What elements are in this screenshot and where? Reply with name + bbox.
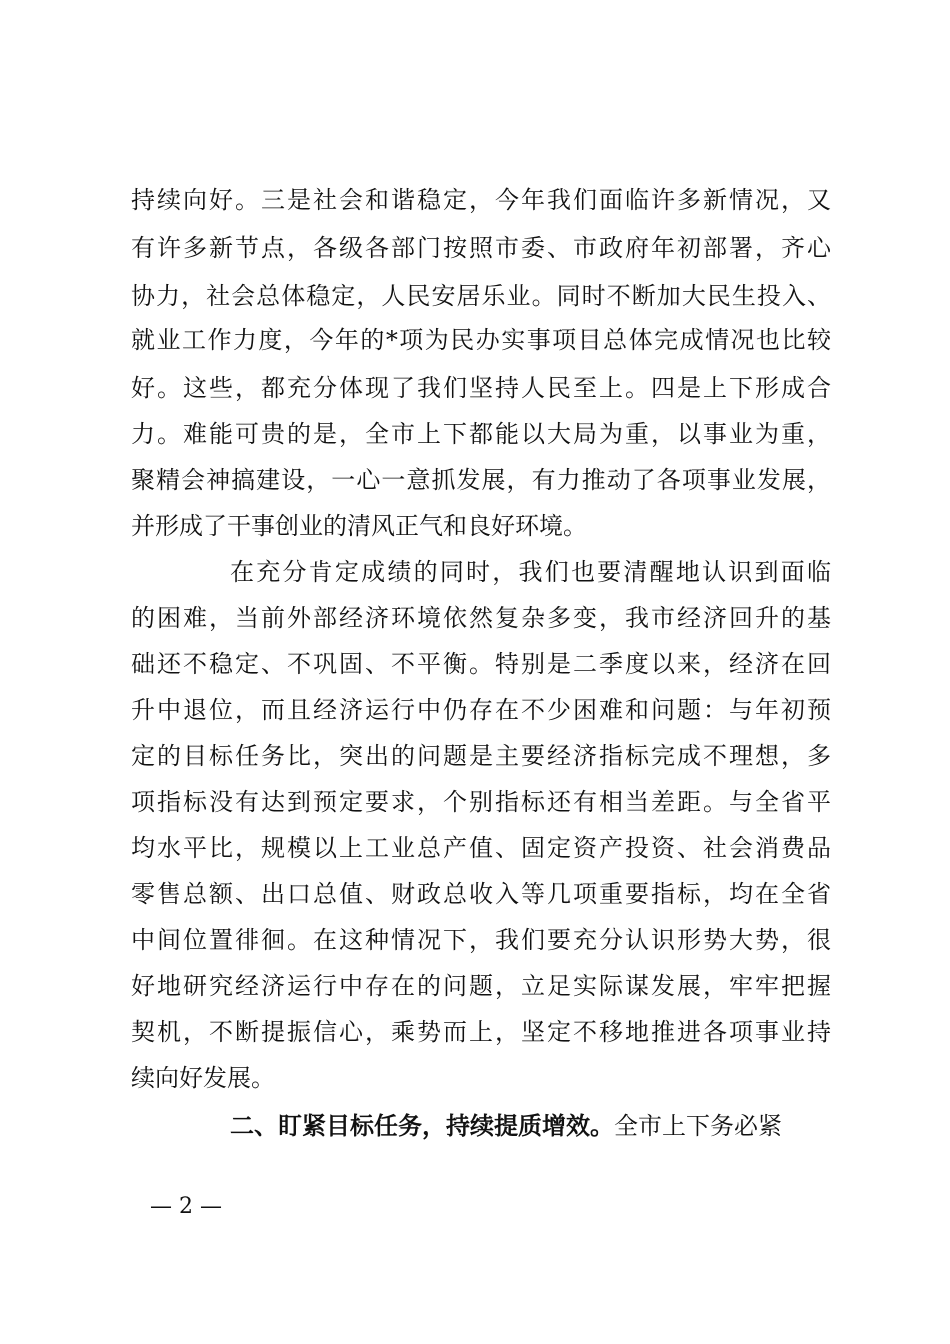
text-line: 的困难，当前外部经济环境依然复杂多变，我市经济回升的基 — [131, 604, 831, 632]
text-line: 协力，社会总体稳定，人民安居乐业。同时不断加大民生投入、 — [131, 282, 831, 310]
text-line: 项指标没有达到预定要求，个别指标还有相当差距。与全省平 — [131, 788, 831, 816]
section-heading — [230, 1108, 831, 1144]
section-heading-text: 全市上下务必紧 — [614, 1112, 782, 1140]
text-line: 础还不稳定、不巩固、不平衡。特别是二季度以来，经济在回 — [131, 650, 831, 678]
text-line: 好。这些，都充分体现了我们坚持人民至上。四是上下形成合 — [131, 374, 831, 402]
text-line: 续向好发展。 — [131, 1064, 275, 1092]
text-line: 聚精会神搞建设，一心一意抓发展，有力推动了各项事业发展， — [131, 466, 831, 494]
text-line: 均水平比，规模以上工业总产值、固定资产投资、社会消费品 — [131, 834, 831, 862]
text-line: 升中退位，而且经济运行中仍存在不少困难和问题：与年初预 — [131, 696, 831, 724]
text-line: 持续向好。三是社会和谐稳定，今年我们面临许多新情况，又 — [131, 186, 831, 214]
text-line: 契机，不断提振信心，乘势而上，坚定不移地推进各项事业持 — [131, 1018, 831, 1046]
text-line: 好地研究经济运行中存在的问题，立足实际谋发展，牢牢把握 — [131, 972, 831, 1000]
text-line: 并形成了干事创业的清风正气和良好环境。 — [131, 512, 587, 540]
text-line: 力。难能可贵的是，全市上下都能以大局为重，以事业为重， — [131, 420, 831, 448]
text-line: 中间位置徘徊。在这种情况下，我们要充分认识形势大势，很 — [131, 926, 831, 954]
section-heading-bold: 二、盯紧目标任务，持续提质增效。 — [230, 1112, 614, 1140]
text-line: 在充分肯定成绩的同时，我们也要清醒地认识到面临 — [230, 558, 831, 586]
page-number: — 2 — — [150, 1194, 222, 1219]
text-line: 有许多新节点，各级各部门按照市委、市政府年初部署，齐心 — [131, 234, 831, 262]
text-line: 零售总额、出口总值、财政总收入等几项重要指标，均在全省 — [131, 880, 831, 908]
text-line: 定的目标任务比，突出的问题是主要经济指标完成不理想，多 — [131, 742, 831, 770]
text-line: 就业工作力度，今年的*项为民办实事项目总体完成情况也比较 — [131, 326, 831, 354]
